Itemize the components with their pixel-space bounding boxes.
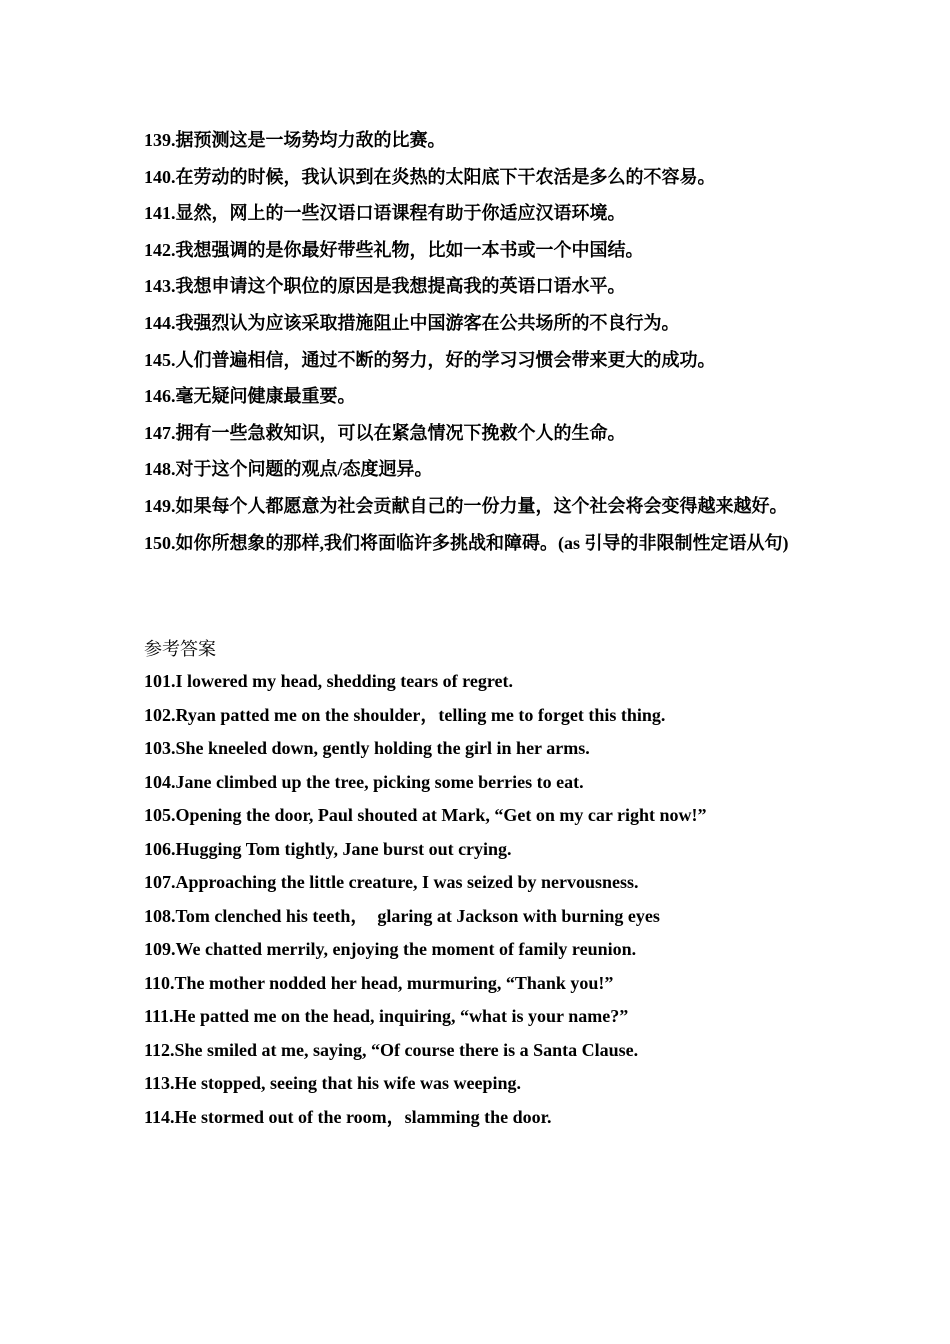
answer-item: 112.She smiled at me, saying, “Of course there is a Santa Clause.: [144, 1039, 639, 1060]
answer-item: 107.Approaching the little creature, I was seized by nervousness.: [144, 872, 639, 893]
answers-heading: 参考答案: [144, 639, 216, 660]
question-item: 142.我想强调的是你最好带些礼物，比如一本书或一个中国结。: [144, 239, 644, 260]
answer-item: 113.He stopped, seeing that his wife was weeping.: [144, 1073, 522, 1094]
answer-item: 104.Jane climbed up the tree, picking some berries to eat.: [144, 771, 584, 792]
answer-item: 108.Tom clenched his teeth， glaring at Jackson with burning eyes: [144, 905, 660, 926]
question-item: 146.毫无疑问健康最重要。: [144, 386, 356, 407]
question-list: [144, 122, 812, 561]
answer-item: 103.She kneeled down, gently holding the girl in her arms.: [144, 738, 590, 759]
question-item: 139.据预测这是一场势均力敌的比赛。: [144, 130, 446, 150]
answer-item: 109.We chatted merrily, enjoying the moment of family reunion.: [144, 939, 637, 960]
question-item: 141.显然，网上的一些汉语口语课程有助于你适应汉语环境。: [144, 203, 626, 224]
question-item: 145.人们普遍相信，通过不断的努力，好的学习习惯会带来更大的成功。: [144, 349, 716, 370]
question-item: 144.我强烈认为应该采取措施阻止中国游客在公共场所的不良行为。: [144, 312, 680, 333]
question-item: 147.拥有一些急救知识，可以在紧急情况下挽救个人的生命。: [144, 422, 626, 443]
document-content: [144, 122, 812, 1134]
answer-list: [144, 665, 812, 1134]
question-item: 148.对于这个问题的观点/态度迥异。: [144, 459, 433, 480]
answer-item: 114.He stormed out of the room，slamming the door.: [144, 1106, 552, 1127]
answer-item: 105.Opening the door, Paul shouted at Mark, “Get on my car right now!”: [144, 805, 707, 826]
answer-item: 101.I lowered my head, shedding tears of regret.: [144, 671, 513, 692]
answer-item: 106.Hugging Tom tightly, Jane burst out crying.: [144, 838, 512, 859]
answer-item: 111.He patted me on the head, inquiring, “what is your name?”: [144, 1006, 629, 1027]
question-item: 143.我想申请这个职位的原因是我想提高我的英语口语水平。: [144, 276, 626, 297]
answer-item: 102.Ryan patted me on the shoulder，telling me to forget this thing.: [144, 704, 666, 725]
section-spacer: [144, 561, 812, 633]
question-item: 149.如果每个人都愿意为社会贡献自己的一份力量，这个社会将会变得越来越好。: [144, 495, 788, 516]
question-item: 150.如你所想象的那样,我们将面临许多挑战和障碍。(as 引导的非限制性定语从句): [144, 532, 789, 553]
answer-item: 110.The mother nodded her head, murmuring, “Thank you!”: [144, 972, 614, 993]
question-item: 140.在劳动的时候，我认识到在炎热的太阳底下干农活是多么的不容易。: [144, 166, 716, 187]
